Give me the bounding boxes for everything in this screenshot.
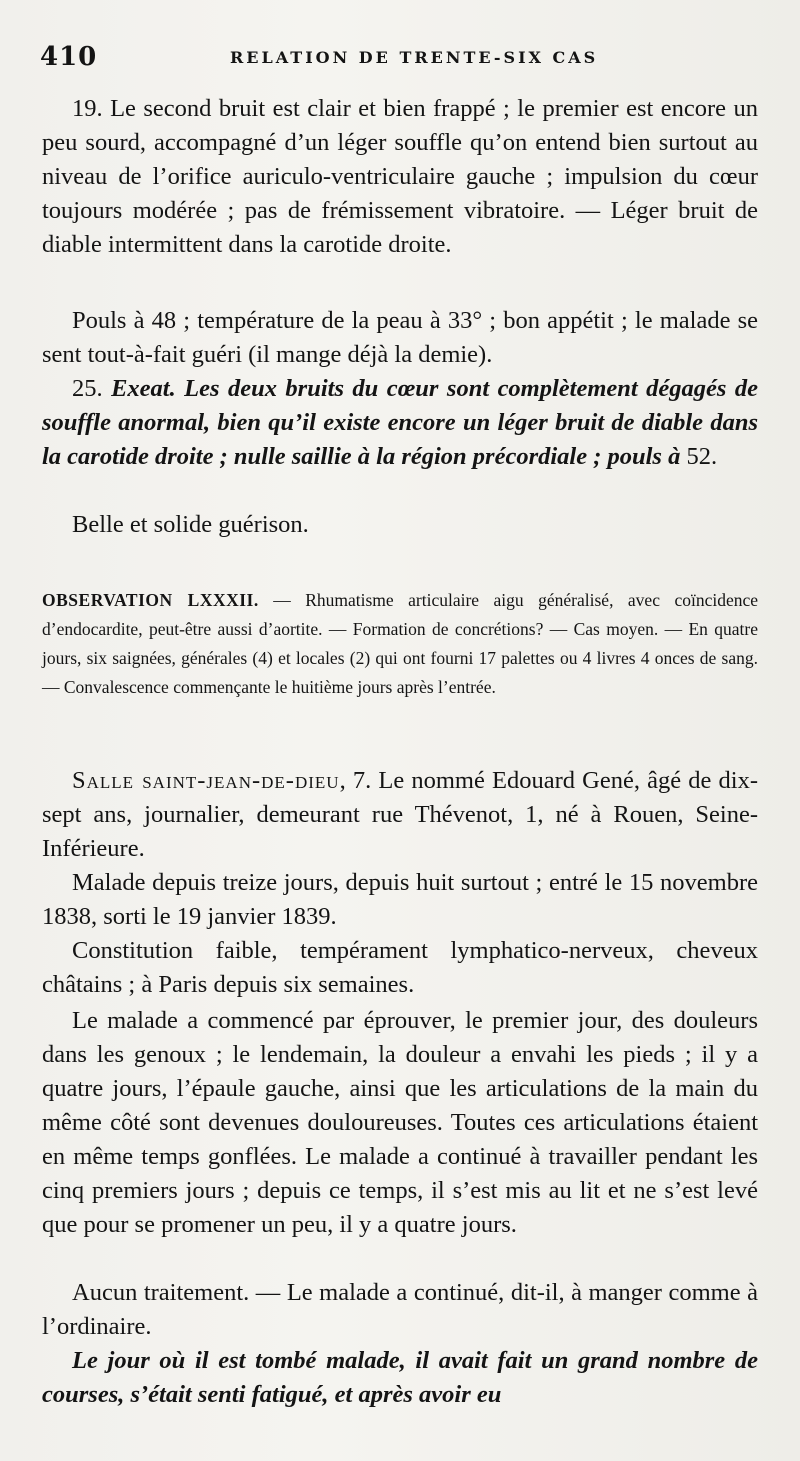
paragraph-salle	[42, 764, 758, 866]
paragraph-pouls-text: Pouls à 48 ; température de la peau à 33° ; bon appétit ; le malade se sent tout-à-fait guéri (il mange déjà la demie).	[42, 307, 758, 368]
paragraph-belle-text: Belle et solide guérison.	[72, 511, 309, 538]
paragraph-constitution	[42, 934, 758, 1002]
paragraph-le-malade	[42, 1004, 758, 1242]
paragraph-day-25-text	[42, 372, 758, 474]
paragraph-malade-depuis-text: Malade depuis treize jours, depuis huit surtout ; entré le 15 novembre 1838, sorti le 19 janvier 1839.	[42, 869, 758, 930]
page-number: 410	[40, 42, 98, 72]
day-25-end: 52.	[680, 443, 718, 470]
paragraph-day-19	[42, 92, 758, 262]
paragraph-belle	[42, 508, 758, 542]
paragraph-le-malade-text: Le malade a commencé par éprouver, le premier jour, des douleurs dans les genoux ; le lendemain, la douleur a envahi les pieds ; il y a quatre jours, l’épaule gauche, ainsi que les articulations de la main du même côté sont devenues douloureuses. Toutes ces articulations étaient en même temps gonflées. Le malade a continué à travailler pendant les cinq premiers jours ; depuis ce temps, il s’est mis au lit et ne s’est levé que pour se promener un peu, il y a quatre jours.	[42, 1007, 758, 1238]
day-25-number: 25.	[72, 375, 103, 402]
paragraph-constitution-text: Constitution faible, tempérament lymphatico-nerveux, cheveux châtains ; à Paris depuis six semaines.	[42, 937, 758, 998]
salle-rest: , 7. Le nommé Edouard Gené, âgé de dix-sept ans, journalier, demeurant rue Thévenot, 1, né à Rouen, Seine-Inférieure.	[42, 767, 759, 862]
observation-title: OBSERVATION LXXXII.	[42, 590, 259, 610]
paragraph-salle-text	[42, 764, 758, 866]
paragraph-pouls	[42, 304, 758, 372]
paragraph-le-jour-text: Le jour où il est tombé malade, il avait fait un grand nombre de courses, s’était senti fatigué, et après avoir eu	[42, 1347, 758, 1408]
paragraph-malade-depuis	[42, 866, 758, 934]
paragraph-day-19-text: 19. Le second bruit est clair et bien frappé ; le premier est encore un peu sourd, accompagné d’un léger souffle qu’on entend bien surtout au niveau de l’orifice auriculo-ventriculaire gauche ; impulsion du cœur toujours modérée ; pas de frémissement vibratoire. — Léger bruit de diable intermittent dans la carotide droite.	[42, 95, 758, 258]
paragraph-aucun-traitement-text: Aucun traitement. — Le malade a continué, dit-il, à manger comme à l’ordinaire.	[42, 1279, 758, 1340]
paragraph-le-jour	[42, 1344, 758, 1412]
observation-summary	[42, 586, 758, 702]
paragraph-day-25	[42, 372, 758, 474]
running-head: RELATION DE TRENTE-SIX CAS	[230, 48, 599, 67]
salle-name: Salle saint-jean-de-dieu	[72, 767, 340, 794]
day-25-italic: Exeat. Les deux bruits du cœur sont complètement dégagés de souffle anormal, bien qu’il existe encore un léger bruit de diable dans la carotide droite ; nulle saillie à la région précordiale ; pouls à	[42, 375, 759, 470]
paragraph-aucun-traitement	[42, 1276, 758, 1344]
observation-summary-text: — Rhumatisme articulaire aigu généralisé, avec coïncidence d’endocardite, peut-être aussi d’aortite. — Formation de concrétions? — Cas moyen. — En quatre jours, six saignées, générales (4) et locales (2) qui ont fourni 17 palettes ou 4 livres 4 onces de sang. — Convalescence commençante le huitième jours après l’entrée.	[42, 590, 759, 697]
page-header	[40, 42, 760, 78]
